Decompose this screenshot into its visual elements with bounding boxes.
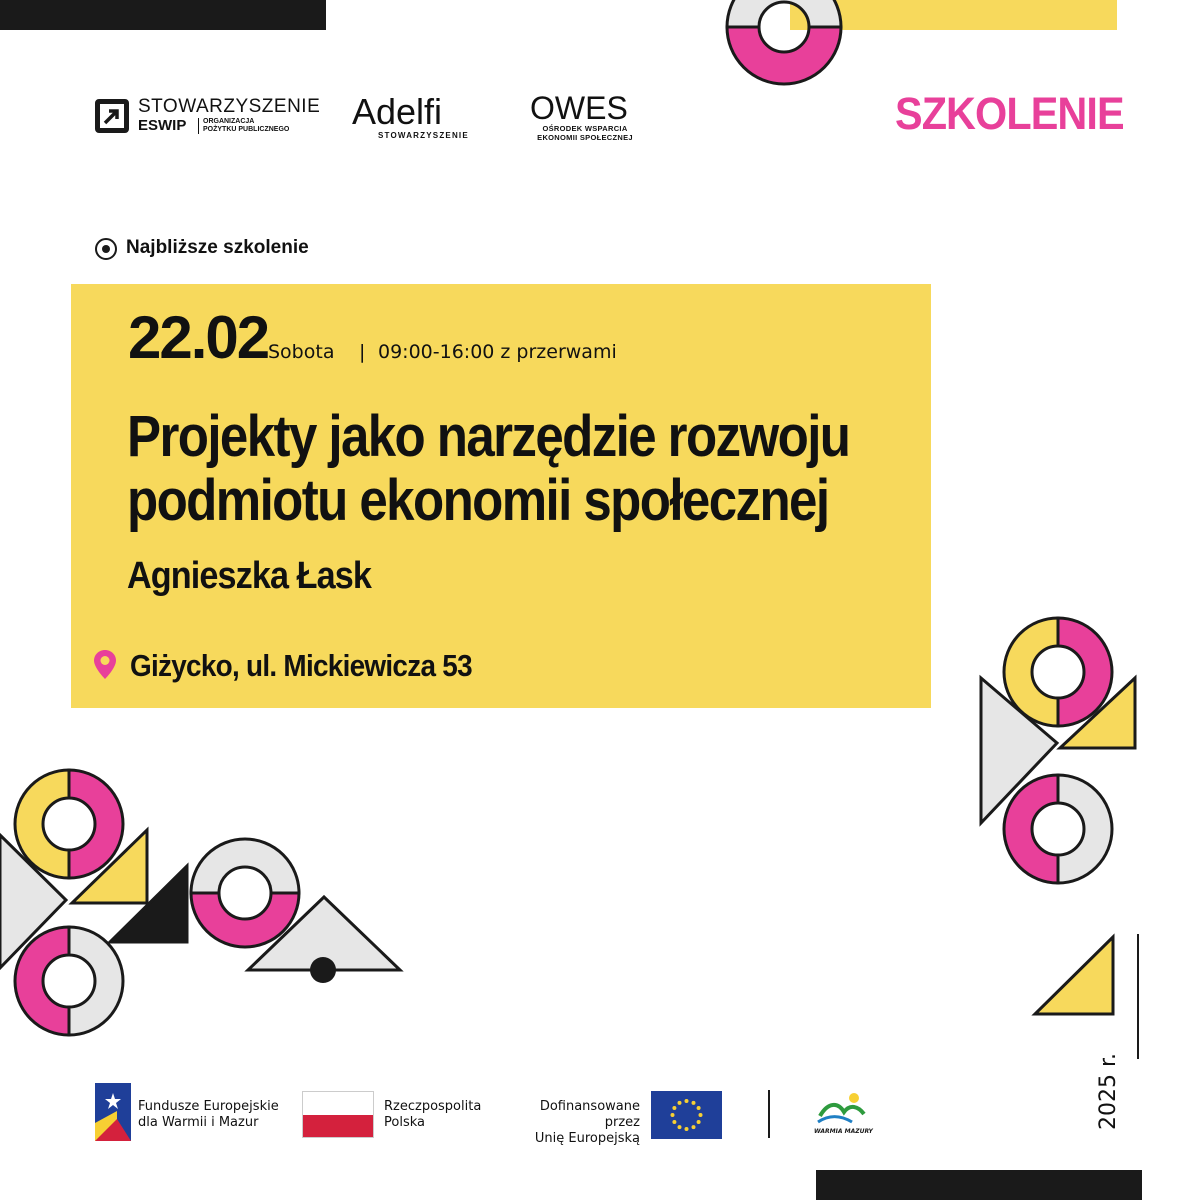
event-title	[127, 404, 850, 533]
year-line	[1137, 934, 1139, 1059]
pl-line1: Rzeczpospolita	[384, 1099, 482, 1114]
event-title-line1: Projekty jako narzędzie rozwoju	[127, 404, 850, 469]
eswip-title: STOWARZYSZENIE	[138, 96, 321, 117]
category-tag: SZKOLENIE	[895, 88, 1124, 139]
adelfi-logo-name: Adelfi	[352, 91, 443, 132]
eswip-name: ESWIP	[138, 117, 187, 134]
left-ring-upper	[15, 770, 123, 878]
eu-funds-text	[138, 1099, 279, 1131]
owes-sub-line2: EKONOMII SPOŁECZNEJ	[537, 133, 633, 142]
event-date: 22.02	[128, 304, 269, 371]
eu-flag-icon	[651, 1091, 722, 1139]
eu-cofinancing-text	[508, 1099, 640, 1147]
radio-dot-icon	[95, 238, 117, 260]
event-separator: |	[359, 341, 366, 363]
eu-funds-icon	[95, 1083, 131, 1141]
right-ring-lower	[1004, 775, 1112, 883]
event-hours: 09:00-16:00 z przerwami	[378, 341, 617, 363]
eu-funds-line1: Fundusze Europejskie	[138, 1099, 279, 1114]
footer-divider	[768, 1090, 770, 1138]
pl-flag-icon	[302, 1091, 374, 1138]
left-ring-lower	[15, 927, 123, 1035]
location-pin-icon	[92, 648, 118, 682]
eswip-org-text	[198, 118, 313, 134]
pl-text	[384, 1099, 481, 1131]
warmia-mazury-text: WARMIA MAZURY	[814, 1128, 873, 1135]
event-speaker: Agnieszka Łask	[127, 555, 372, 597]
warmia-mazury-icon	[812, 1088, 872, 1144]
arrow-box-icon	[95, 99, 129, 133]
top-ring-shape	[727, 0, 841, 84]
pl-line2: Polska	[384, 1115, 425, 1130]
right-ring-upper	[1004, 618, 1112, 726]
event-address: Giżycko, ul. Mickiewicza 53	[130, 648, 472, 683]
owes-sub-line1: OŚRODEK WSPARCIA	[542, 124, 628, 133]
section-label: Najbliższe szkolenie	[126, 237, 309, 258]
eswip-org-line1: ORGANIZACJA	[203, 118, 255, 125]
center-ring	[191, 839, 299, 947]
right-bottom-yellow-triangle	[1035, 937, 1113, 1014]
event-day: Sobota	[268, 341, 335, 363]
eswip-org-line2: POŻYTKU PUBLICZNEGO	[203, 126, 290, 133]
center-black-dot	[310, 957, 336, 983]
owes-logo-sub	[530, 124, 640, 142]
event-title-line2: podmiotu ekonomii społecznej	[127, 468, 829, 533]
adelfi-logo-sub: STOWARZYSZENIE	[378, 131, 469, 140]
owes-logo-name: OWES	[530, 90, 628, 126]
eu-line1: Dofinansowane przez	[539, 1099, 640, 1130]
eu-funds-line2: dla Warmii i Mazur	[138, 1115, 259, 1130]
year-label: 2025 r.	[1096, 1053, 1121, 1130]
eu-line2: Unię Europejską	[534, 1131, 640, 1146]
